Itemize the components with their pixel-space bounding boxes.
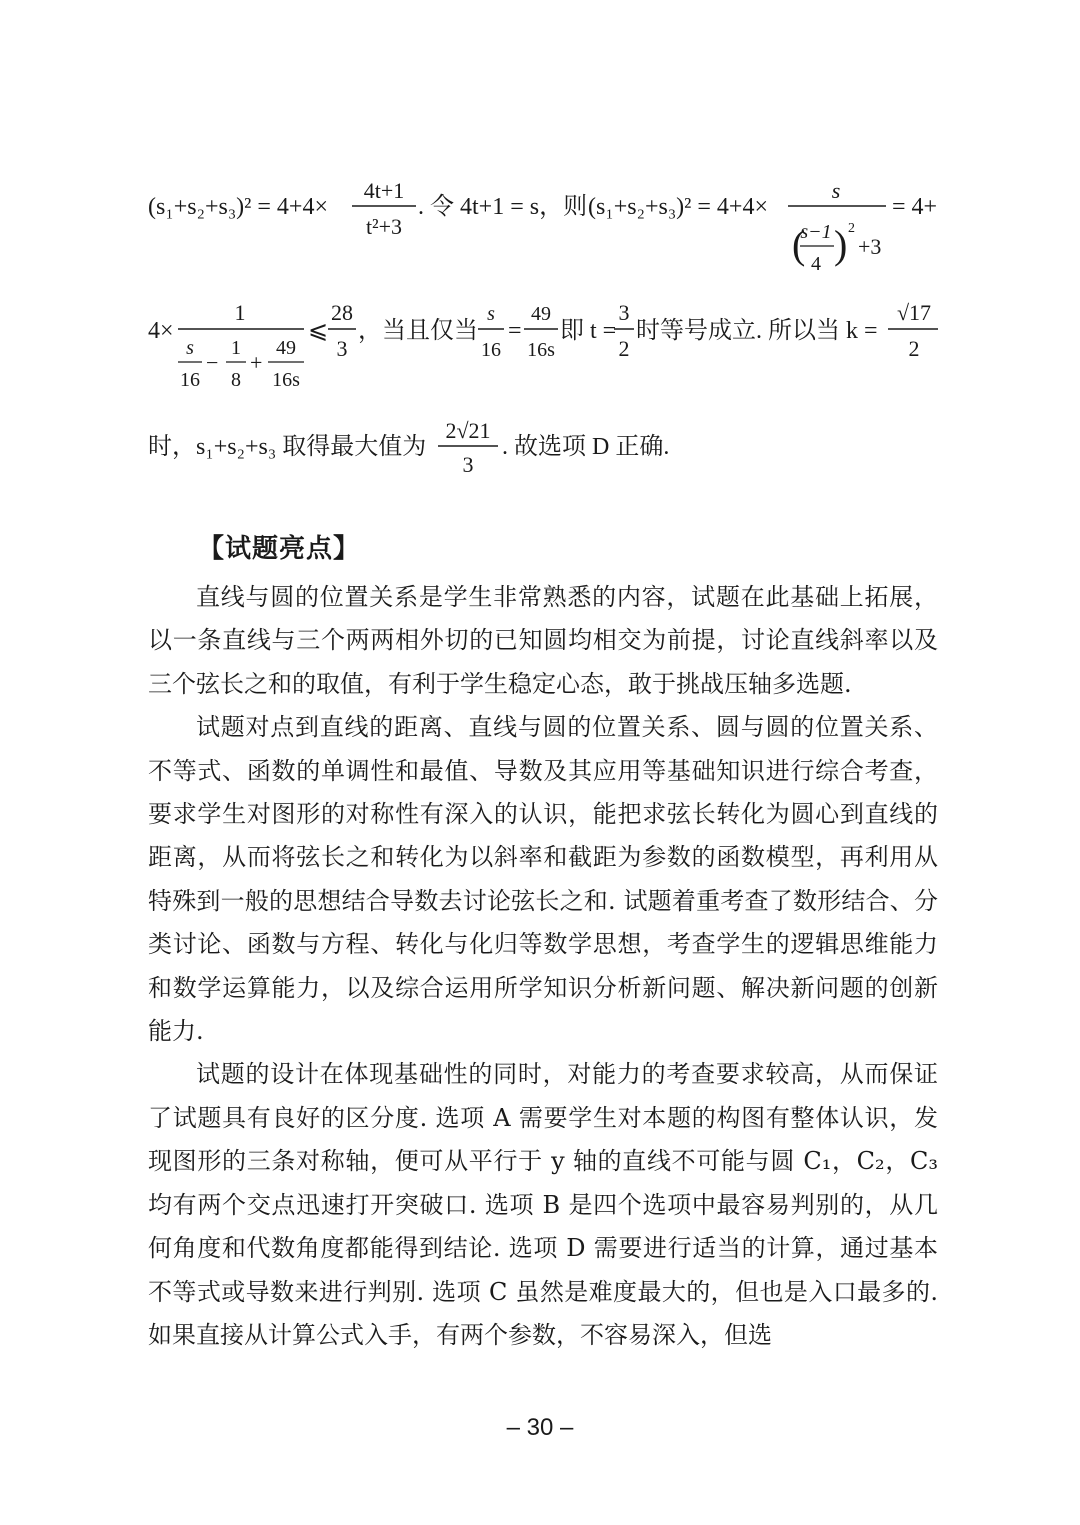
frac1-numerator: 4t+1 [363,178,405,203]
line3-suffix: . 故选项 D 正确. [502,434,670,460]
eq-sign: = [508,318,522,344]
paragraph-1: 直线与圆的位置关系是学生非常熟悉的内容，试题在此基础上拓展，以一条直线与三个两两相外切的已知圆均相交为前提，讨论直线斜率以及三个弦长之和的取值，有利于学生稳定心态，敢于挑战压轴多选题. [148,583,938,698]
den-c-numerator: 49 [276,337,296,359]
math-line-1-svg [148,170,948,280]
page-number: – 30 – [506,1414,574,1441]
square-exponent: 2 [848,221,855,236]
cond-text: ，当且仅当 [358,318,478,344]
eq-rhs-denominator: 16s [527,339,555,361]
bound-denominator: 3 [336,336,348,361]
max-denominator: 3 [462,452,474,477]
math-line-2-svg [148,292,948,402]
holds-text: 时等号成立. 所以当 k = [636,318,878,344]
math-line-3 [148,410,948,490]
den-a-numerator: s [186,337,194,359]
t-denominator: 2 [618,336,630,361]
max-numerator: 2√21 [445,418,491,443]
let-text: . 令 4t+1 = s，则 [418,194,588,220]
section-title: 【试题亮点】 [198,534,361,564]
k-denominator: 2 [908,336,920,361]
eq-lhs-numerator: s [487,303,495,325]
section-body [148,576,938,1357]
line3-prefix: 时，s₁+s₂+s₃ 取得最大值为 [148,434,427,460]
sum-squared-lhs: (s₁+s₂+s₃)² = 4+4× [148,194,328,220]
math-line-3-svg [148,410,948,490]
paren-right: ) [834,222,848,267]
paragraph-2: 试题对点到直线的距离、直线与圆的位置关系、圆与圆的位置关系、不等式、函数的单调性和最值、导数及其应用等基础知识进行综合考查，要求学生对图形的对称性有深入的认识，能把求弦长转化为圆心到直线的距离，从而将弦长之和转化为以斜率和截距为参数的函数模型，再利用从特殊到一般的思想结合导数去讨论弦长之和. 试题着重考查了数形结合、分类讨论、函数与方程、转化与化归等数学思想，考查学生的逻辑思维能力和数学运算能力，以及综合运用所学知识分析新问题、解决新问题的创新能力. [148,713,938,1046]
frac2-inner-denominator: 4 [811,253,821,275]
den-b-denominator: 8 [231,369,241,391]
eq-rhs-numerator: 49 [531,303,551,325]
leq-sign: ⩽ [308,318,329,344]
den-plus: + [250,350,263,375]
math-line-2 [148,292,948,402]
frac2-denominator-tail: +3 [858,234,882,259]
eq-lhs-denominator: 16 [481,339,501,361]
den-minus: − [206,350,219,375]
k-numerator: √17 [896,300,932,325]
paren-left: ( [792,222,806,267]
den-b-numerator: 1 [231,337,241,359]
frac2-inner-numerator: s−1 [800,221,832,243]
bound-numerator: 28 [331,300,353,325]
big-frac-numerator: 1 [234,300,246,325]
line1-end: = 4+ [892,194,938,220]
den-c-denominator: 16s [272,369,300,391]
sum-squared-rhs: (s₁+s₂+s₃)² = 4+4× [588,194,768,220]
frac2-numerator: s [831,178,841,203]
math-line-1 [148,170,948,280]
ie-text: 即 t = [560,318,617,344]
t-numerator: 3 [618,300,630,325]
den-a-denominator: 16 [180,369,200,391]
line2-prefix: 4× [148,318,174,344]
frac1-denominator: t²+3 [365,214,403,239]
paragraph-3: 试题的设计在体现基础性的同时，对能力的考查要求较高，从而保证了试题具有良好的区分度. 选项 A 需要学生对本题的构图有整体认识，发现图形的三条对称轴，便可从平行于 y 轴的直线不可能与圆 C₁，C₂，C₃ 均有两个交点迅速打开突破口. 选项 B 是四个选项中最容易判别的，从几何角度和代数角度都能得到结论. 选项 D 需要进行适当的计算，通过基本不等式或导数来进行判别. 选项 C 虽然是难度最大的，但也是入口最多的. 如果直接从计算公式入手，有两个参数，不容易深入，但选 [148,1060,938,1349]
